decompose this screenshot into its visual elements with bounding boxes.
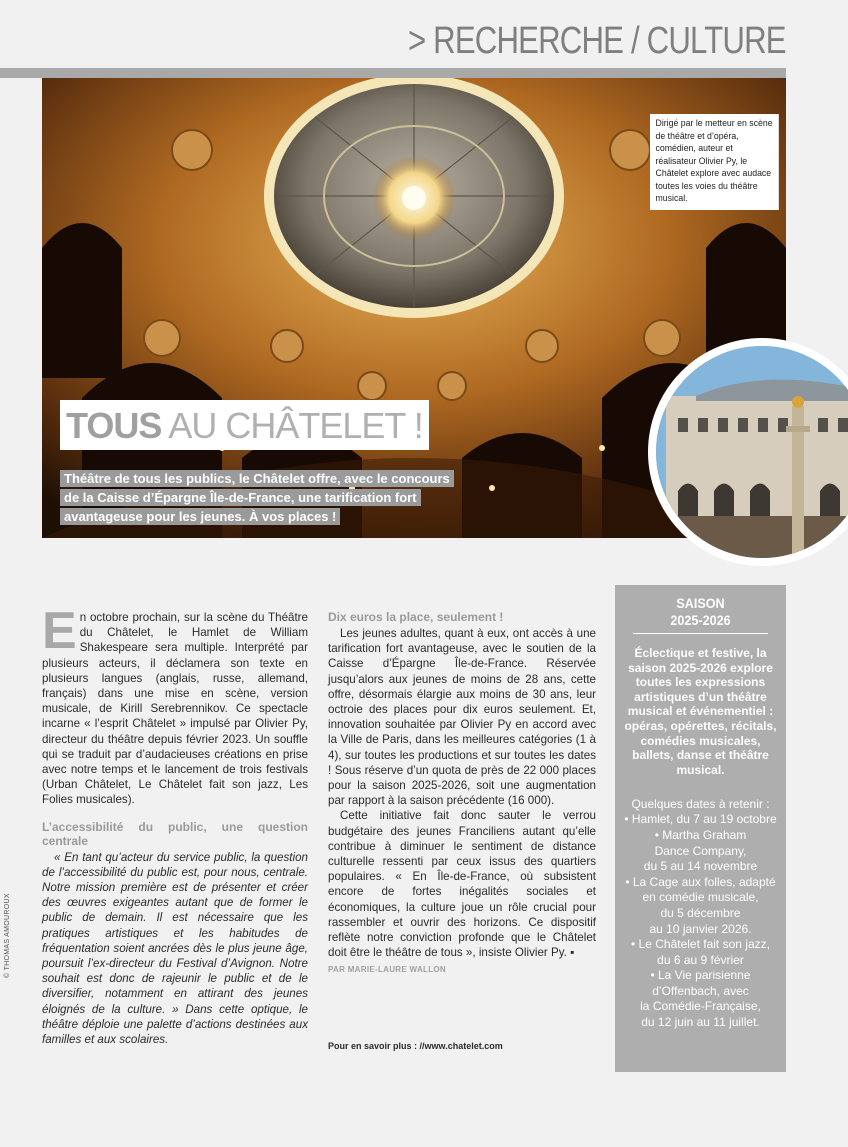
article-title <box>60 400 429 450</box>
more-info-link[interactable]: Pour en savoir plus : //www.chatelet.com <box>328 1041 503 1051</box>
drop-cap: E <box>42 602 77 660</box>
title-rest: AU CHÂTELET ! <box>161 405 423 446</box>
column-2 <box>328 610 596 978</box>
section-header: > RECHERCHE / CULTURE <box>408 20 786 62</box>
date-line: la Comédie-Française, <box>640 999 761 1014</box>
date-line: du 6 au 9 février <box>657 952 744 967</box>
col1-paragraph-1: n octobre prochain, sur la scène du Théâtre du Châtelet, le Hamlet de William Shakespeare sera multiple. Interprété par plusieurs acteurs, il déclamera son texte en plusieurs langues (anglais, russe, allemand, français) dans une mise en scène, version musicale, de Kirill Serebrennikov. Ce spectacle incarne « l’esprit Châtelet » impulsé par Olivier Py, directeur du théâtre depuis février 2023. Un souffle qui se traduit par d’audacieuses créations en prise avec notre temps et le lancement de trois festivals (Urban Châtelet, Le Châtelet fait son jazz, Les Folies musicales). <box>42 611 308 807</box>
col2-subhead: Dix euros la place, seulement ! <box>328 610 504 624</box>
sidebar-dates <box>623 812 778 1030</box>
photo-caption: Dirigé par le metteur en scène de théâtre et d’opéra, comédien, auteur et réalisateur Olivier Py, le Châtelet explore avec audace toutes les voies du théâtre musical. <box>650 114 779 210</box>
date-line: au 10 janvier 2026. <box>649 921 752 936</box>
sidebar-title-line-1: SAISON <box>676 595 725 611</box>
photo-credit: © THOMAS AMOUROUX <box>4 893 11 978</box>
article-deck <box>60 469 460 526</box>
date-line: Dance Company, <box>654 843 747 858</box>
col1-paragraph-2: « En tant qu’acteur du service public, la question de l’accessibilité du public est, pour nous, centrale. Notre mission première est de présenter et créer des œuvres exigeantes autant que de former le public de demain. Il est nécessaire que les pratiques artistiques et les habitudes de fréquentation soient ancrées dès le plus jeune âge, poursuit l’ex-directeur du Festival d’Avignon. Notre souhait est donc de rajeunir le public et de le diversifier, notamment en attirant des jeunes éloignés de la culture. » Dans cette optique, le théâtre déploie une palette d’actions destinées aux familles et aux scolaires. <box>42 850 308 1047</box>
sidebar-lead: Éclectique et festive, la saison 2025-2026 explore toutes les expressions artistiques d’un théâtre musical et événementiel : opéras, opérettes, récitals, comédies musicales, ballets, danse et théâtre musical. <box>624 646 777 777</box>
date-line: • Le Châtelet fait son jazz, <box>631 937 770 952</box>
col1-subhead: L’accessibilité du public, une question centrale <box>42 819 308 848</box>
date-line: du 5 au 14 novembre <box>643 859 758 874</box>
date-line: • Hamlet, du 7 au 19 octobre <box>624 812 777 827</box>
date-line: • La Cage aux folles, adapté <box>625 874 776 889</box>
date-line: • La Vie parisienne <box>650 968 751 983</box>
byline: PAR MARIE-LAURE WALLON <box>328 965 446 975</box>
column-1 <box>42 602 308 1047</box>
sidebar-rule <box>633 633 768 634</box>
date-line: d’Offenbach, avec <box>652 983 749 998</box>
col2-paragraph-1: Les jeunes adultes, quant à eux, ont accès à une tarification fort avantageuse, avec le soutien de la Caisse d’Épargne Île-de-France. Réservée jusqu’alors aux jeunes de moins de 28 ans, cette offre, désormais élargie aux moins de 30 ans, leur octroie des places pour dix euros seulement. Et, innovation souhaitée par Olivier Py en accord avec la Ville de Paris, dans les meilleures catégories (1 à 4), sur toutes les productions et sur toutes les dates ! Sous réserve d’un quota de près de 22 000 places pour la saison 2025-2026, soit une augmentation par rapport à la saison précédente (16 000). <box>328 627 596 808</box>
date-line: du 5 décembre <box>660 905 741 920</box>
date-line: • Martha Graham <box>654 827 747 842</box>
sidebar-title-line-2: 2025-2026 <box>670 612 731 628</box>
header-rule <box>0 68 786 78</box>
col2-paragraph-2: Cette initiative fait donc sauter le verrou budgétaire des jeunes Franciliens autant qu’elle contribue à diminuer le sentiment de distance culturelle ressenti par ceux issus des quartiers populaires. « En Île-de-France, où subsistent encore de fortes inégalités sociales et économiques, la culture joue un rôle crucial pour rassembler et ouvrir des horizons. Ce dispositif reflète notre conviction profonde que le Châtelet doit être le théâtre de tous », insiste Olivier Py. ▪ <box>328 809 596 960</box>
title-bold: TOUS <box>66 405 162 446</box>
deck-text: Théâtre de tous les publics, le Châtelet offre, avec le concours de la Caisse d’Épargne Île-de-France, une tarification fort avantageuse pour les jeunes. À vos places ! <box>60 470 454 525</box>
season-sidebar <box>615 585 786 1072</box>
date-line: en comédie musicale, <box>642 890 759 905</box>
sidebar-intro: Quelques dates à retenir : <box>631 797 770 812</box>
date-line: du 12 juin au 11 juillet. <box>641 1015 760 1030</box>
